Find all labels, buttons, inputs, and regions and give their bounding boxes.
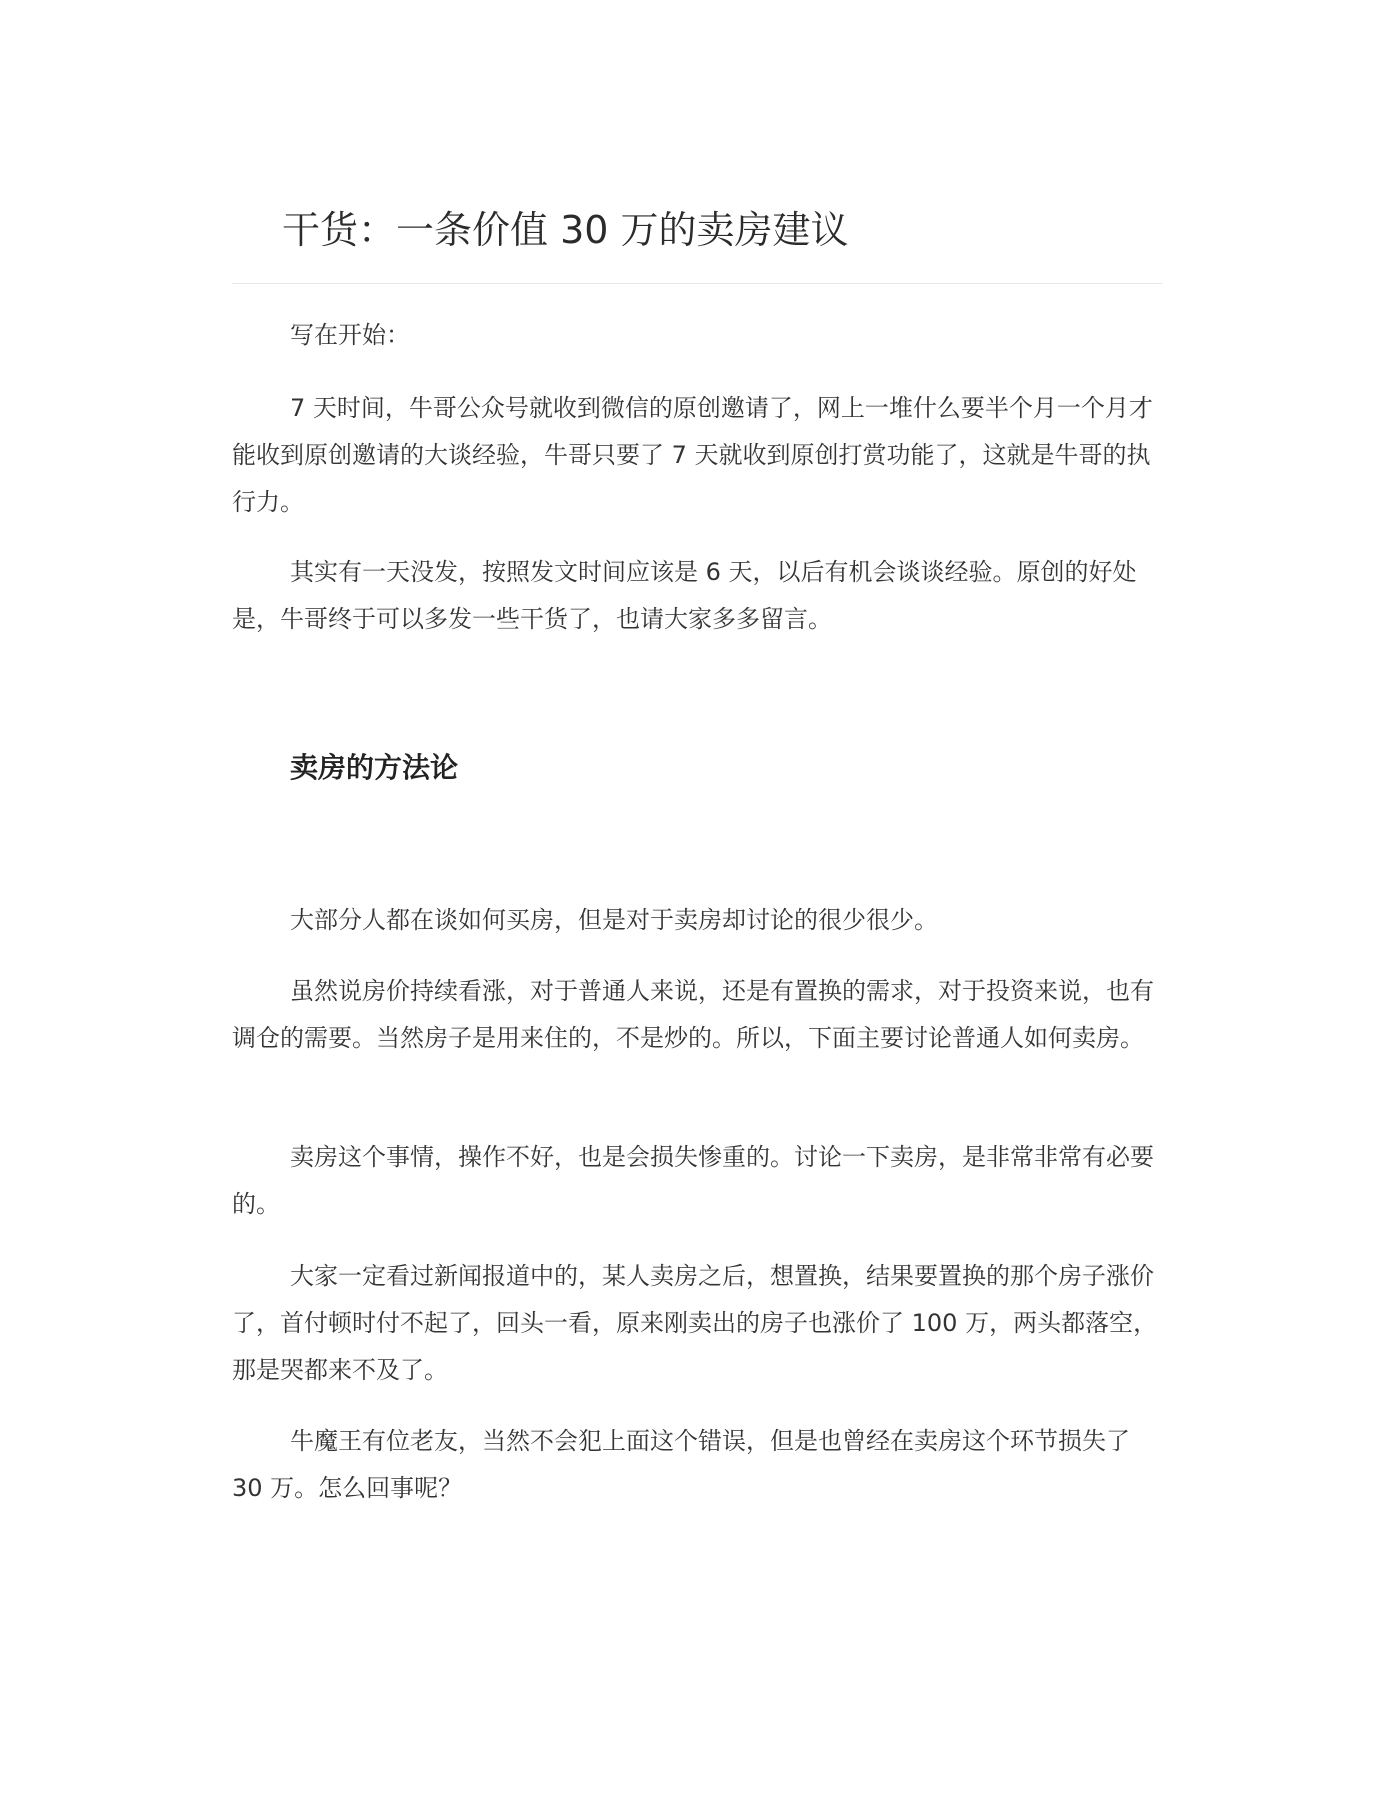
intro-label: 写在开始：: [290, 321, 410, 349]
section-heading: 卖房的方法论: [290, 751, 459, 784]
title-divider: [232, 283, 1162, 284]
section-paragraph-2: 虽然说房价持续看涨，对于普通人来说，还是有置换的需求，对于投资来说，也有调仓的需要。当然房子是用来住的，不是炒的。所以，下面主要讨论普通人如何卖房。: [232, 977, 1154, 1052]
intro-paragraph-1: 7 天时间，牛哥公众号就收到微信的原创邀请了，网上一堆什么要半个月一个月才能收到原创邀请的大谈经验，牛哥只要了 7 天就收到原创打赏功能了，这就是牛哥的执行力。: [232, 394, 1153, 516]
section-paragraph-4: 大家一定看过新闻报道中的，某人卖房之后，想置换，结果要置换的那个房子涨价了，首付顿时付不起了，回头一看，原来刚卖出的房子也涨价了 100 万，两头都落空，那是哭都来不及了。: [232, 1262, 1158, 1384]
intro-paragraph-2: 其实有一天没发，按照发文时间应该是 6 天，以后有机会谈谈经验。原创的好处是，牛哥终于可以多发一些干货了，也请大家多多留言。: [232, 558, 1137, 633]
section-paragraph-5: 牛魔王有位老友，当然不会犯上面这个错误，但是也曾经在卖房这个环节损失了 30 万。怎么回事呢？: [232, 1427, 1130, 1502]
article-title: 干货：一条价值 30 万的卖房建议: [282, 208, 849, 252]
section-paragraph-3: 卖房这个事情，操作不好，也是会损失惨重的。讨论一下卖房，是非常非常有必要的。: [232, 1143, 1154, 1218]
section-paragraph-1: 大部分人都在谈如何买房，但是对于卖房却讨论的很少很少。: [290, 906, 938, 934]
